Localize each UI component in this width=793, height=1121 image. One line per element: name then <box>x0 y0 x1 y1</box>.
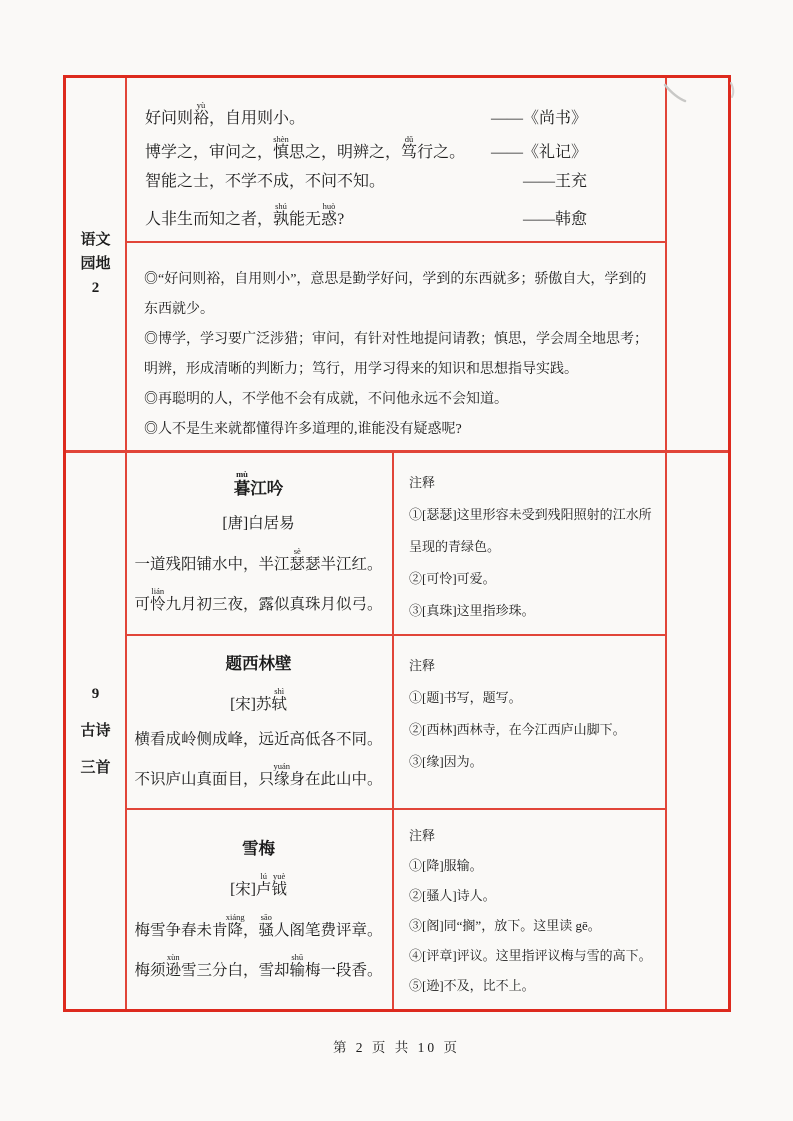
quote-text: 人非生而知之者，孰shú能无惑huò? <box>145 200 345 228</box>
poem-line: 不识庐山真面目，只缘yuán身在此山中。 <box>134 761 383 788</box>
pinyin-annotated-char: 惑huò <box>321 200 338 228</box>
quote-source: ——《礼记》 <box>490 143 587 161</box>
poem-line: 梅雪争春未肯降xiáng，骚sāo人阁笔费评章。 <box>134 911 383 939</box>
pinyin-annotated-char: 输shū <box>289 951 306 979</box>
quotes-section <box>125 78 665 241</box>
pinyin-annotated-char: 骚sāo <box>258 911 275 939</box>
quote-text: 博学之，审问之，慎shèn思之，明辨之，笃dǔ行之。 <box>145 133 466 161</box>
lesson-label-9-gushi-sanshou <box>66 453 125 1009</box>
annotation-title: 注释 <box>409 828 436 843</box>
unit-label-line: 2 <box>91 280 100 296</box>
pinyin-annotated-char: 孰shú <box>273 200 290 228</box>
annotation-item: ③[阁]同“搁”，放下。这里读 gē。 <box>409 918 601 933</box>
unit-label-line: 园地 <box>80 256 111 272</box>
poem-title: 雪梅 <box>242 838 275 858</box>
quote-line <box>145 168 587 202</box>
pinyin-annotated-char: 逊xùn <box>165 951 181 979</box>
lesson-label-line: 三首 <box>80 759 111 776</box>
pinyin-annotated-char: 裕yù <box>193 100 210 127</box>
poem-cell <box>125 453 392 634</box>
annotation-item: ③[缘]因为。 <box>409 754 483 769</box>
poem-cell <box>125 810 392 1009</box>
quote-line <box>145 135 587 169</box>
pinyin-annotated-char: 降xiáng <box>225 911 245 939</box>
poem-title: 题西林壁 <box>225 654 292 673</box>
annotation-cell <box>394 453 665 634</box>
quote-text: 智能之士，不学不成，不问不知。 <box>145 173 386 190</box>
poem-cell <box>125 636 392 808</box>
lesson-label-line: 古诗 <box>80 722 111 739</box>
quote-line <box>145 202 587 236</box>
pinyin-annotated-char: 缘yuán <box>273 761 291 788</box>
annotation-cell <box>394 636 665 808</box>
explanation-note: ◎博学，学习要广泛涉猎；审问，有针对性地提问请教；慎思，学会周全地思考；明辨，形成清晰的判断力；笃行，用学习得来的知识和思想指导实践。 <box>144 332 648 377</box>
worksheet-table <box>63 75 731 1012</box>
annotation-item: ①[瑟瑟]这里形容未受到残阳照射的江水所呈现的青绿色。 <box>409 507 652 554</box>
divider-right-column <box>665 78 667 1009</box>
annotation-item: ②[骚人]诗人。 <box>409 888 496 903</box>
quote-source: ——《尚书》 <box>490 110 587 127</box>
quote-line <box>145 101 587 135</box>
explanation-note: ◎“好问则裕，自用则小”，意思是勤学好问，学到的东西就多；骄傲自大，学到的东西就少。 <box>144 272 647 317</box>
quote-text: 好问则裕yù，自用则小。 <box>145 100 306 127</box>
explanation-note: ◎再聪明的人，不学他不会有成就，不问他永远不会知道。 <box>144 392 508 407</box>
pinyin-annotated-char: 瑟sè <box>289 546 305 573</box>
poem-line: 梅须逊xùn雪三分白，雪却输shū梅一段香。 <box>134 951 383 979</box>
pinyin-annotated-char: 卢lú <box>255 870 272 898</box>
quote-explanations-section <box>125 243 665 450</box>
poem-line: 一道残阳铺水中，半江瑟sè瑟半江红。 <box>134 546 383 573</box>
pinyin-annotated-char: 轼shì <box>271 686 287 713</box>
unit-label-line: 语文 <box>80 232 111 248</box>
explanation-note: ◎人不是生来就都懂得许多道理的,谁能没有疑惑呢? <box>144 422 462 437</box>
pinyin-annotated-char: 暮mù <box>233 469 251 498</box>
poem-author: [宋]苏轼shì <box>230 686 287 713</box>
page-number-footer: 第 2 页 共 10 页 <box>332 1040 461 1055</box>
annotation-title: 注释 <box>409 658 436 673</box>
poem-author: [宋]卢lú钺yuè <box>230 870 287 898</box>
annotation-title: 注释 <box>409 475 436 490</box>
pinyin-annotated-char: 钺yuè <box>271 870 287 898</box>
poem-line: 横看成岭侧成峰，远近高低各不同。 <box>134 731 383 748</box>
unit-label-yuwen-yuandi-2 <box>66 78 125 450</box>
annotation-item: ①[题]书写，题写。 <box>409 690 522 705</box>
lesson-label-line: 9 <box>91 685 100 702</box>
quote-source: ——王充 <box>522 173 587 190</box>
annotation-cell <box>394 810 665 1009</box>
annotation-item: ⑤[逊]不及，比不上。 <box>409 978 535 993</box>
pinyin-annotated-char: 怜lián <box>149 586 166 613</box>
annotation-item: ③[真珠]这里指珍珠。 <box>409 603 535 618</box>
poem-author: [唐]白居易 <box>222 515 295 532</box>
annotation-item: ②[可怜]可爱。 <box>409 571 496 586</box>
quote-source: ——韩愈 <box>522 210 587 228</box>
annotation-item: ①[降]服输。 <box>409 858 483 873</box>
pinyin-annotated-char: 慎shèn <box>273 133 290 161</box>
annotation-item: ④[评章]评议。这里指评议梅与雪的高下。 <box>409 948 652 963</box>
poem-line: 可怜lián九月初三夜，露似真珠月似弓。 <box>134 586 383 613</box>
annotation-item: ②[西林]西林寺，在今江西庐山脚下。 <box>409 722 626 737</box>
poem-title: 暮mù江吟 <box>233 469 284 498</box>
pinyin-annotated-char: 笃dǔ <box>401 133 418 161</box>
